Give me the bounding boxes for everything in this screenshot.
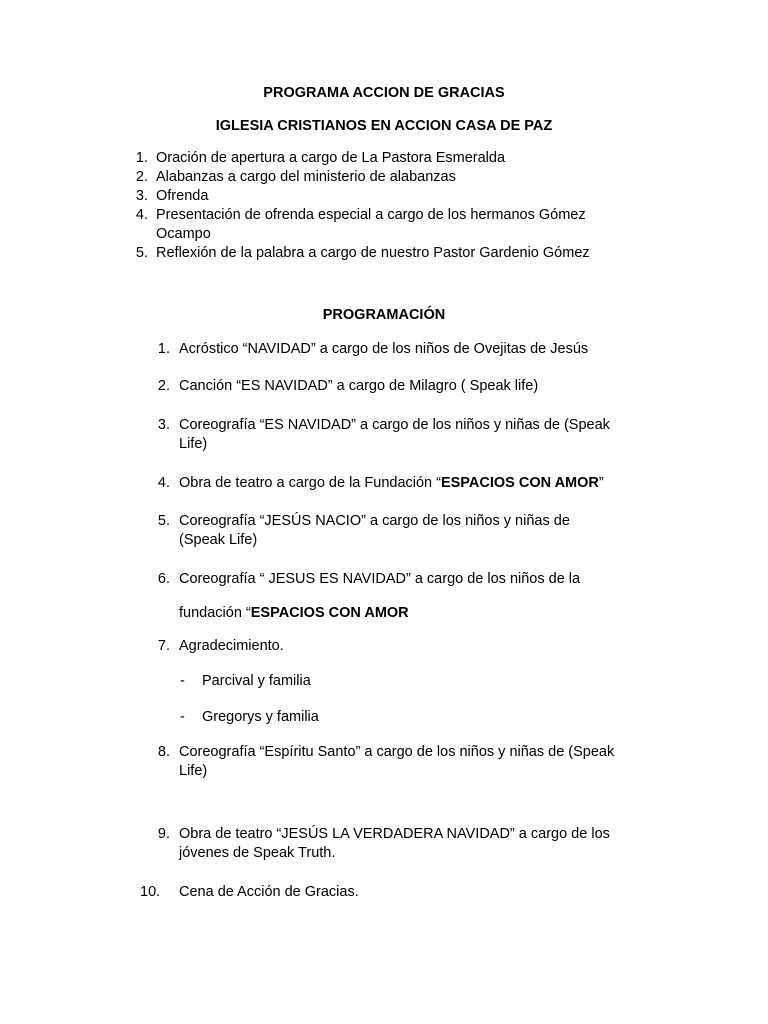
foundation-name: ESPACIOS CON AMOR <box>250 605 409 621</box>
list-number: 10. <box>140 884 161 900</box>
list-text: Coreografía “Espíritu Santo” a cargo de los niños y niñas de (Speak <box>179 744 615 760</box>
list-number: 2. <box>157 378 170 394</box>
list-text-continued: jóvenes de Speak Truth. <box>179 845 336 861</box>
list-number: 1. <box>135 150 148 166</box>
text-pre: fundación “ <box>179 605 251 621</box>
list-text: Canción “ES NAVIDAD” a cargo de Milagro ( Speak life) <box>179 378 539 394</box>
page-title: PROGRAMA ACCION DE GRACIAS <box>263 85 505 101</box>
section-heading: PROGRAMACIÓN <box>322 307 446 323</box>
list-text: Presentación de ofrenda especial a cargo de los hermanos Gómez <box>156 207 586 223</box>
list-text-continued: (Speak Life) <box>179 532 258 548</box>
list-number: 4. <box>157 475 170 491</box>
list-number: 9. <box>157 826 170 842</box>
list-text: Obra de teatro “JESÚS LA VERDADERA NAVIDAD” a cargo de los <box>179 826 610 842</box>
list-text: Agradecimiento. <box>179 638 284 654</box>
list-number: 2. <box>135 169 148 185</box>
list-text: Coreografía “JESÚS NACIO” a cargo de los niños y niñas de <box>179 513 570 529</box>
foundation-name: ESPACIOS CON AMOR <box>440 475 599 491</box>
church-name: IGLESIA CRISTIANOS EN ACCION CASA DE PAZ <box>215 118 553 134</box>
list-number: 7. <box>157 638 170 654</box>
list-text-continued: Life) <box>179 436 208 452</box>
list-number: 3. <box>157 417 170 433</box>
list-number: 3. <box>135 188 148 204</box>
thanks-text: Gregorys y familia <box>202 709 319 725</box>
list-text: Acróstico “NAVIDAD” a cargo de los niños de Ovejitas de Jesús <box>179 341 589 357</box>
text-pre: Obra de teatro a cargo de la Fundación “ <box>179 475 441 491</box>
thanks-text: Parcival y familia <box>202 673 311 689</box>
list-text: Ofrenda <box>156 188 209 204</box>
list-text-continued: Ocampo <box>156 226 211 242</box>
list-text-continued <box>179 604 409 623</box>
list-number: 4. <box>135 207 148 223</box>
list-text: Coreografía “ES NAVIDAD” a cargo de los niños y niñas de (Speak <box>179 417 610 433</box>
list-text: Coreografía “ JESUS ES NAVIDAD” a cargo de los niños de la <box>179 571 581 587</box>
list-number: 8. <box>157 744 170 760</box>
list-text: Oración de apertura a cargo de La Pastora Esmeralda <box>156 150 506 166</box>
list-number: 6. <box>157 571 170 587</box>
list-number: 1. <box>157 341 170 357</box>
list-text-continued: Life) <box>179 763 208 779</box>
list-number: 5. <box>157 513 170 529</box>
dash-bullet: - <box>180 709 185 725</box>
list-text: Cena de Acción de Gracias. <box>179 884 359 900</box>
list-text <box>179 474 604 493</box>
list-text: Reflexión de la palabra a cargo de nuestro Pastor Gardenio Gómez <box>156 245 590 261</box>
text-post: ” <box>598 475 604 491</box>
dash-bullet: - <box>180 673 185 689</box>
list-number: 5. <box>135 245 148 261</box>
list-text: Alabanzas a cargo del ministerio de alabanzas <box>156 169 456 185</box>
